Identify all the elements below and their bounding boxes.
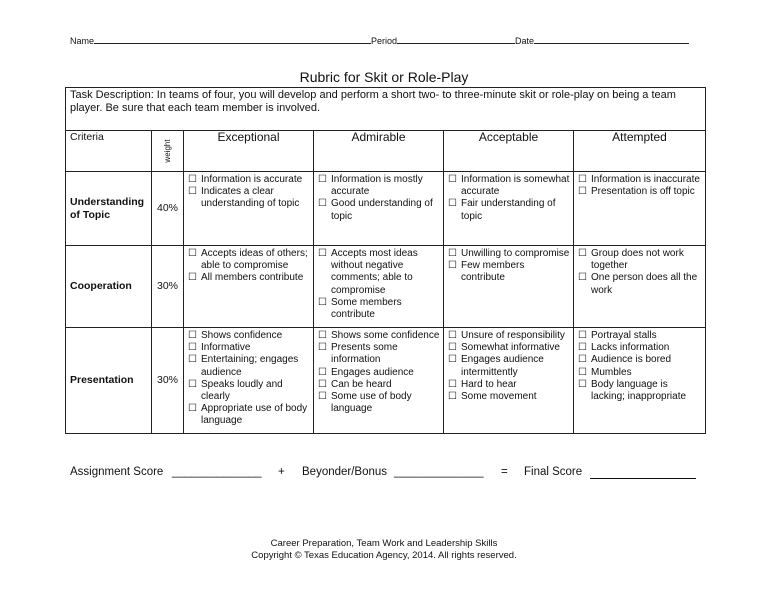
table-row: [66, 328, 706, 434]
task-row: [66, 88, 706, 131]
checklist-item: ☐ Information is mostly accurate: [318, 174, 440, 198]
table-header-row: [66, 131, 706, 172]
checklist-item: ☐ Information is inaccurate: [578, 174, 702, 186]
rubric-cell: [314, 172, 444, 246]
rubric-cell: [444, 172, 574, 246]
checklist-item: ☐ Entertaining; engages audience: [188, 354, 310, 378]
checklist-item: ☐ Shows some confidence: [318, 330, 440, 342]
checklist-item: ☐ Some use of body language: [318, 391, 440, 415]
checklist-item: ☐ Speaks loudly and clearly: [188, 379, 310, 403]
rubric-cell: [444, 246, 574, 328]
checklist-item: ☐ Engages audience: [318, 367, 440, 379]
checklist-item: ☐ Few members contribute: [448, 260, 570, 284]
criterion-cell: Cooperation: [66, 246, 152, 328]
checklist-item: ☐ Can be heard: [318, 379, 440, 391]
footer: [0, 538, 768, 562]
task-description: Task Description: In teams of four, you will develop and perform a short two- to three-minute skit or role-play on being a team player. Be sure that each team member is involved.: [66, 88, 706, 131]
rubric-table: [65, 87, 706, 434]
criterion-cell: Understanding of Topic: [66, 172, 152, 246]
checklist-item: ☐ Unwilling to compromise: [448, 248, 570, 260]
level-header-attempted: Attempted: [574, 131, 706, 172]
name-label: Name: [70, 36, 95, 46]
page-title: Rubric for Skit or Role-Play: [299, 69, 469, 85]
date-field[interactable]: [534, 34, 689, 44]
criteria-header: Criteria: [66, 131, 152, 172]
checklist-item: ☐ Information is accurate: [188, 174, 310, 186]
rubric-cell: [574, 246, 706, 328]
rubric-cell: [314, 246, 444, 328]
checklist-item: ☐ Indicates a clear understanding of topic: [188, 186, 310, 210]
checklist-item: ☐ One person does all the work: [578, 272, 702, 296]
checklist-item: ☐ Shows confidence: [188, 330, 310, 342]
footer-copyright: Copyright © Texas Education Agency, 2014. All rights reserved.: [251, 550, 517, 561]
rubric-cell: [574, 328, 706, 434]
checklist-item: ☐ Mumbles: [578, 367, 702, 379]
checklist-item: ☐ Engages audience intermittently: [448, 354, 570, 378]
level-header-acceptable: Acceptable: [444, 131, 574, 172]
checklist-item: ☐ Some movement: [448, 391, 570, 403]
checklist-item: ☐ Information is somewhat accurate: [448, 174, 570, 198]
checklist-item: ☐ Audience is bored: [578, 354, 702, 366]
checklist-item: ☐ Hard to hear: [448, 379, 570, 391]
level-header-admirable: Admirable: [314, 131, 444, 172]
student-info-header: [70, 34, 700, 46]
rubric-cell: [184, 246, 314, 328]
checklist-item: ☐ Informative: [188, 342, 310, 354]
table-row: [66, 246, 706, 328]
checklist-item: ☐ Unsure of responsibility: [448, 330, 570, 342]
final-score-field[interactable]: [590, 478, 696, 479]
checklist-item: ☐ Some members contribute: [318, 297, 440, 321]
checklist-item: ☐ All members contribute: [188, 272, 310, 284]
assignment-score-label: Assignment Score: [70, 466, 164, 478]
rubric-cell: [444, 328, 574, 434]
rubric-cell: [574, 172, 706, 246]
checklist-item: ☐ Presents some information: [318, 342, 440, 366]
weight-cell: 40%: [152, 172, 184, 246]
period-field[interactable]: [397, 34, 515, 44]
checklist-item: ☐ Appropriate use of body language: [188, 403, 310, 427]
weight-cell: 30%: [152, 246, 184, 328]
footer-course: Career Preparation, Team Work and Leadership Skills: [270, 538, 498, 549]
weight-header: [152, 131, 184, 172]
checklist-item: ☐ Accepts ideas of others; able to compromise: [188, 248, 310, 272]
bonus-label: Beyonder/Bonus: [302, 466, 388, 478]
name-field[interactable]: [94, 34, 371, 44]
bonus-field[interactable]: ______________: [394, 466, 484, 478]
period-label: Period: [371, 36, 398, 46]
criterion-cell: Presentation: [66, 328, 152, 434]
final-score-label: Final Score: [524, 466, 583, 478]
checklist-item: ☐ Fair understanding of topic: [448, 198, 570, 222]
rubric-cell: [184, 328, 314, 434]
weight-cell: 30%: [152, 328, 184, 434]
plus-sign: +: [278, 466, 285, 478]
table-row: [66, 172, 706, 246]
checklist-item: ☐ Accepts most ideas without negative comments; able to compromise: [318, 248, 440, 297]
weight-header-label: weight: [162, 139, 172, 163]
checklist-item: ☐ Portrayal stalls: [578, 330, 702, 342]
equals-sign: =: [501, 466, 508, 478]
rubric-cell: [184, 172, 314, 246]
checklist-item: ☐ Good understanding of topic: [318, 198, 440, 222]
checklist-item: ☐ Presentation is off topic: [578, 186, 702, 198]
checklist-item: ☐ Lacks information: [578, 342, 702, 354]
checklist-item: ☐ Somewhat informative: [448, 342, 570, 354]
rubric-cell: [314, 328, 444, 434]
checklist-item: ☐ Body language is lacking; inappropriate: [578, 379, 702, 403]
date-label: Date: [515, 36, 535, 46]
level-header-exceptional: Exceptional: [184, 131, 314, 172]
assignment-score-field[interactable]: ______________: [172, 466, 262, 478]
checklist-item: ☐ Group does not work together: [578, 248, 702, 272]
